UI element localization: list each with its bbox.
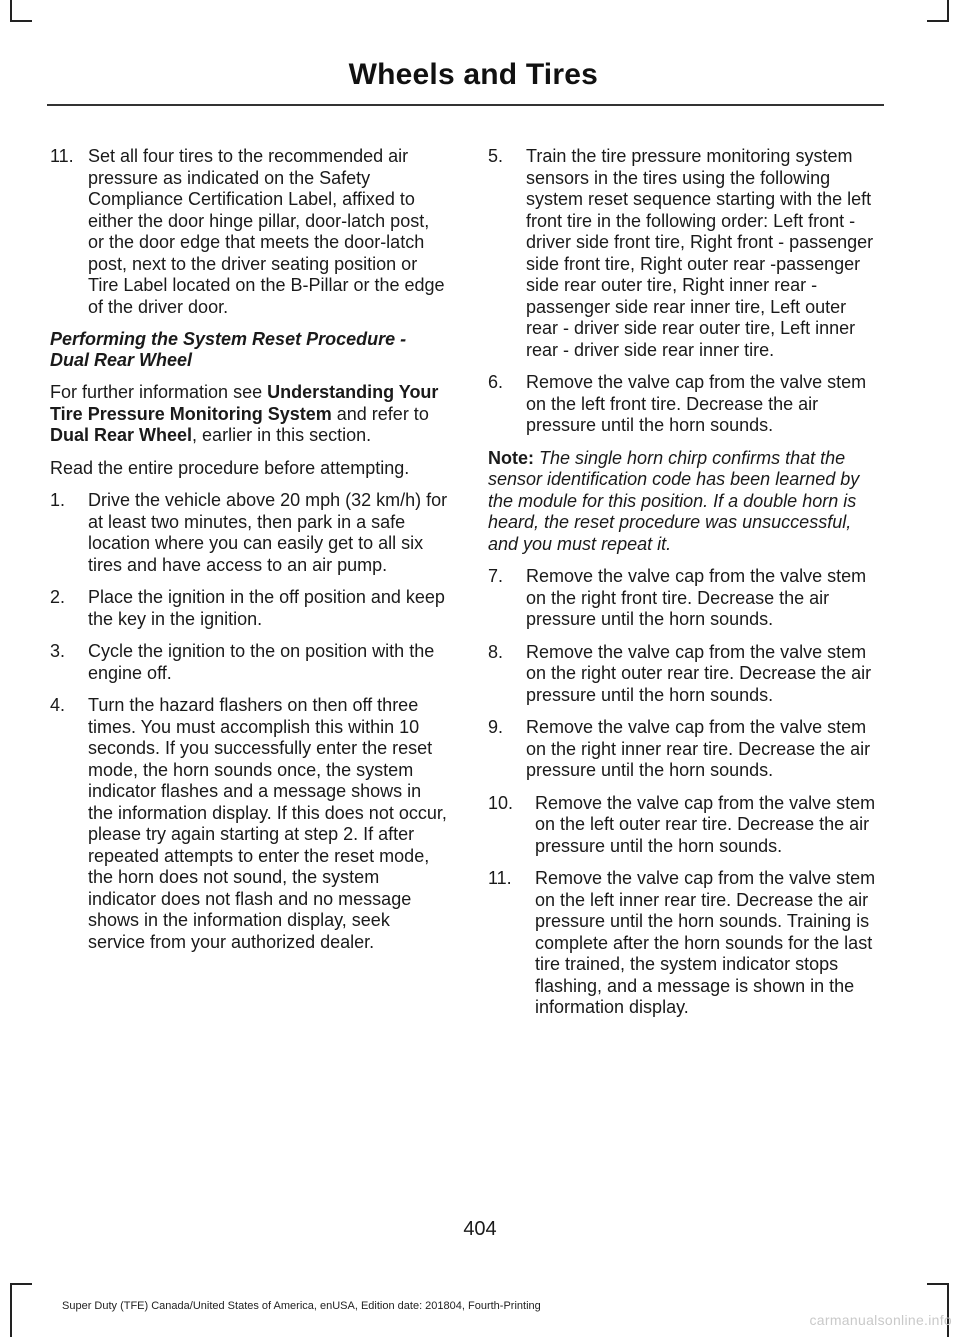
info-middle: and refer to xyxy=(331,403,429,424)
info-suffix: , earlier in this section. xyxy=(192,425,372,445)
list-item-number: 3. xyxy=(50,641,66,661)
crop-mark-top-left-vertical xyxy=(10,0,12,22)
cross-reference-tpms: Understanding Your Tire Pressure Monitoring System xyxy=(50,382,439,424)
crop-mark-top-left-horizontal xyxy=(10,20,32,22)
list-item xyxy=(488,717,883,782)
note-paragraph xyxy=(488,448,883,556)
note-text: The single horn chirp confirms that the sensor identification code has been learned by the module for this position. If a double horn is heard, the reset procedure was unsuccessful, and you must repeat it. xyxy=(488,447,860,554)
list-item-number: 5. xyxy=(488,146,504,166)
list-item-number: 11. xyxy=(50,146,74,166)
cross-reference-dual-rear-wheel: Dual Rear Wheel xyxy=(50,425,193,445)
list-item-number: 6. xyxy=(488,372,504,392)
list-item xyxy=(50,146,450,318)
info-prefix: For further information see xyxy=(50,382,268,402)
list-item-number: 4. xyxy=(50,695,66,715)
crop-mark-top-right-vertical xyxy=(947,0,949,22)
crop-mark-bottom-right-horizontal xyxy=(927,1283,949,1285)
watermark: carmanualsonline.info xyxy=(809,1312,952,1328)
note-label: Note: xyxy=(488,447,534,468)
list-item-text: Remove the valve cap from the valve stem on the right outer rear tire. Decrease the air pressure until the horn sounds. xyxy=(526,641,872,705)
list-item xyxy=(488,146,883,361)
crop-mark-bottom-right-vertical xyxy=(947,1283,949,1337)
left-column xyxy=(50,146,450,964)
list-item-text: Remove the valve cap from the valve stem on the left outer rear tire. Decrease the air pressure until the horn sounds. xyxy=(535,792,876,856)
list-item-text: Remove the valve cap from the valve stem on the left front tire. Decrease the air pressure until the horn sounds. xyxy=(526,372,867,435)
crop-mark-bottom-left-horizontal xyxy=(10,1283,32,1285)
crop-mark-bottom-left-vertical xyxy=(10,1283,12,1337)
list-item-text: Remove the valve cap from the valve stem on the left inner rear tire. Decrease the air pressure until the horn sounds. Training is complete after the horn sounds for the last tire trained, the system indicator stops flashing, and a message is shown in the information display. xyxy=(535,868,876,1017)
list-item xyxy=(50,695,450,953)
list-item xyxy=(50,490,450,576)
intro-paragraph: Read the entire procedure before attempting. xyxy=(50,457,410,478)
list-item xyxy=(50,587,450,630)
footer-edition-info: Super Duty (TFE) Canada/United States of America, enUSA, Edition date: 201804, Fourth-Printing xyxy=(62,1300,541,1312)
list-item-number: 2. xyxy=(50,587,66,607)
list-item xyxy=(488,566,883,631)
list-item-number: 7. xyxy=(488,566,504,586)
crop-mark-top-right-horizontal xyxy=(927,20,949,22)
list-item xyxy=(488,642,883,707)
list-item-text: Turn the hazard flashers on then off three times. You must accomplish this within 10 seconds. If you successfully enter the reset mode, the horn sounds once, the system indicator flashes and a message shows in the information display. If this does not occur, please try again starting at step 2. If after repeated attempts to enter the reset mode, the horn does not sound, the system indicator does not flash and no message shows in the information display, seek service from your authorized dealer. xyxy=(88,695,447,952)
list-item xyxy=(488,793,883,858)
section-heading: Performing the System Reset Procedure - Dual Rear Wheel xyxy=(50,329,407,370)
list-item-number: 1. xyxy=(50,490,66,510)
list-item-text: Train the tire pressure monitoring system sensors in the tires using the following system reset sequence starting with the left front tire in the following order: Left front - driver side front tire, Right front - passenger side front tire, Right outer rear -passenger side rear outer tire, Right inner rear - passenger side rear inner tire, Left outer rear - driver side rear outer tire, Left inner rear - driver side rear inner tire. xyxy=(526,146,874,360)
list-item xyxy=(50,641,450,684)
list-item xyxy=(488,868,883,1019)
list-item-text: Drive the vehicle above 20 mph (32 km/h) for at least two minutes, then park in a safe location where you can easily get to all six tires and have access to an air pump. xyxy=(88,490,448,575)
list-item-number: 10. xyxy=(488,792,514,813)
page-number: 404 xyxy=(463,1218,497,1240)
list-item-number: 8. xyxy=(488,641,504,662)
page-title: Wheels and Tires xyxy=(348,58,598,91)
right-column xyxy=(488,146,883,1030)
list-item-number: 9. xyxy=(488,717,504,737)
list-item-text: Remove the valve cap from the valve stem on the right inner rear tire. Decrease the air pressure until the horn sounds. xyxy=(526,717,871,780)
header-divider xyxy=(47,104,884,106)
list-item-text: Set all four tires to the recommended air pressure as indicated on the Safety Compliance Certification Label, affixed to either the door hinge pillar, door-latch post, or the door edge that meets the door-latch post, next to the driver seating position or Tire Label located on the B-Pillar or the edge of the driver door. xyxy=(88,146,445,317)
list-item-number: 11. xyxy=(488,868,512,888)
list-item xyxy=(488,372,883,437)
info-paragraph xyxy=(50,382,450,447)
list-item-text: Cycle the ignition to the on position with the engine off. xyxy=(88,641,435,683)
list-item-text: Remove the valve cap from the valve stem on the right front tire. Decrease the air pressure until the horn sounds. xyxy=(526,566,867,629)
list-item-text: Place the ignition in the off position and keep the key in the ignition. xyxy=(88,587,445,629)
